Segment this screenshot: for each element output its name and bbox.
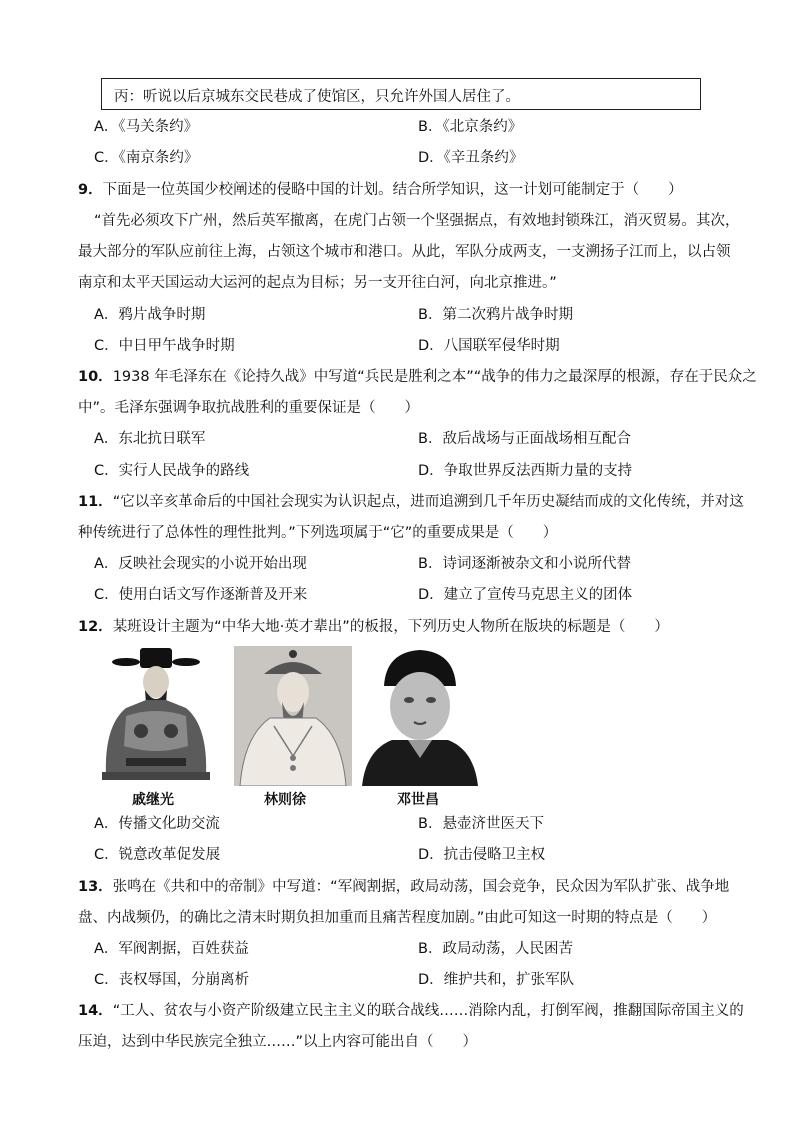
- option-c: C．使用白话文写作逐渐普及开来: [94, 587, 308, 603]
- question-9-quote-line: 南京和太平天国运动大运河的起点为目标；另一支开往白河，向北京推进。”: [78, 275, 557, 291]
- question-9-quote-line: “首先必须攻下广州，然后英军撤离，在虎门占领一个坚强据点，有效地封锁珠江，消灭贸易。其次，: [94, 213, 740, 229]
- question-13-stem-line: 盘、内战频仍，的确比之清末时期负担加重而且痛苦程度加剧。”由此可知这一时期的特点是（ ）: [78, 910, 717, 926]
- option-d: D．八国联军侵华时期: [418, 338, 560, 354]
- portrait-lin-zexu: [234, 646, 352, 786]
- option-a: A．《马关条约》: [94, 119, 199, 135]
- option-c: C．《南京条约》: [94, 150, 199, 166]
- option-a: A．东北抗日联军: [94, 431, 206, 447]
- option-c: C．中日甲午战争时期: [94, 338, 235, 354]
- option-b: B．《北京条约》: [418, 119, 523, 135]
- portrait-deng-shichang: [362, 646, 478, 786]
- question-14-stem: [78, 1001, 744, 1021]
- option-d: D．《辛丑条约》: [418, 150, 524, 166]
- option-c: C．实行人民战争的路线: [94, 463, 250, 479]
- option-a: A．军阀割据，百姓获益: [94, 941, 249, 957]
- question-text: “工人、贫农与小资产阶级建立民主主义的联合战线……消除内乱，打倒军阀，推翻国际帝国主义的: [112, 1003, 744, 1019]
- question-10-stem-line: 中”。毛泽东强调争取抗战胜利的重要保证是（ ）: [78, 400, 420, 416]
- question-number: 11．: [78, 494, 113, 510]
- option-c: C．锐意改革促发展: [94, 847, 221, 863]
- question-text: “它以辛亥革命后的中国社会现实为认识起点，进而追溯到几千年历史凝结而成的文化传统，并对这: [112, 494, 744, 510]
- caption-qi-jiguang: 戚继光: [132, 792, 174, 808]
- question-number: 13．: [78, 879, 113, 895]
- quote-box: [101, 78, 701, 110]
- question-11-stem: [78, 492, 744, 512]
- question-12-stem: [78, 617, 669, 637]
- option-b: B．政局动荡，人民困苦: [418, 941, 573, 957]
- option-d: D．争取世界反法西斯力量的支持: [418, 463, 633, 479]
- caption-lin-zexu: 林则徐: [264, 792, 306, 808]
- question-9-stem: [78, 180, 683, 200]
- option-a: A．反映社会现实的小说开始出现: [94, 556, 307, 572]
- portrait-qi-jiguang: [96, 646, 216, 784]
- question-13-stem: [78, 877, 729, 897]
- option-b: B．第二次鸦片战争时期: [418, 307, 573, 323]
- option-c: C．丧权辱国，分崩离析: [94, 972, 250, 988]
- question-14-stem-line: 压迫，达到中华民族完全独立……”以上内容可能出自（ ）: [78, 1034, 478, 1050]
- quote-box-text: 丙：听说以后京城东交民巷成了使馆区，只允许外国人居住了。: [114, 89, 520, 105]
- question-number: 12．: [78, 619, 113, 635]
- option-b: B．悬壶济世医天下: [418, 816, 544, 832]
- caption-deng-shichang: 邓世昌: [397, 792, 439, 808]
- option-d: D．建立了宣传马克思主义的团体: [418, 587, 633, 603]
- question-text: 1938 年毛泽东在《论持久战》中写道“兵民是胜利之本”“战争的伟力之最深厚的根源，存在于民众之: [112, 369, 757, 385]
- question-number: 10．: [78, 369, 113, 385]
- question-text: 张鸣在《共和中的帝制》中写道：“军阀割据，政局动荡，国会竞争，民众因为军队扩张、战争地: [112, 879, 730, 895]
- option-b: B．诗词逐渐被杂文和小说所代替: [418, 556, 631, 572]
- question-number: 14．: [78, 1003, 113, 1019]
- option-b: B．敌后战场与正面战场相互配合: [418, 431, 631, 447]
- question-text: 下面是一位英国少校阐述的侵略中国的计划。结合所学知识，这一计划可能制定于（ ）: [102, 182, 683, 198]
- option-a: A．鸦片战争时期: [94, 307, 206, 323]
- option-d: D．维护共和，扩张军队: [418, 972, 575, 988]
- question-number: 9．: [78, 182, 103, 198]
- option-d: D．抗击侵略卫主权: [418, 847, 546, 863]
- question-9-quote-line: 最大部分的军队应前往上海，占领这个城市和港口。从此，军队分成两支，一支溯扬子江而上，以占领: [78, 244, 731, 260]
- question-10-stem: [78, 367, 757, 387]
- question-text: 某班设计主题为“中华大地·英才辈出”的板报，下列历史人物所在版块的标题是（ ）: [112, 619, 669, 635]
- option-a: A．传播文化助交流: [94, 816, 220, 832]
- question-11-stem-line: 种传统进行了总体性的理性批判。”下列选项属于“它”的重要成果是（ ）: [78, 525, 558, 541]
